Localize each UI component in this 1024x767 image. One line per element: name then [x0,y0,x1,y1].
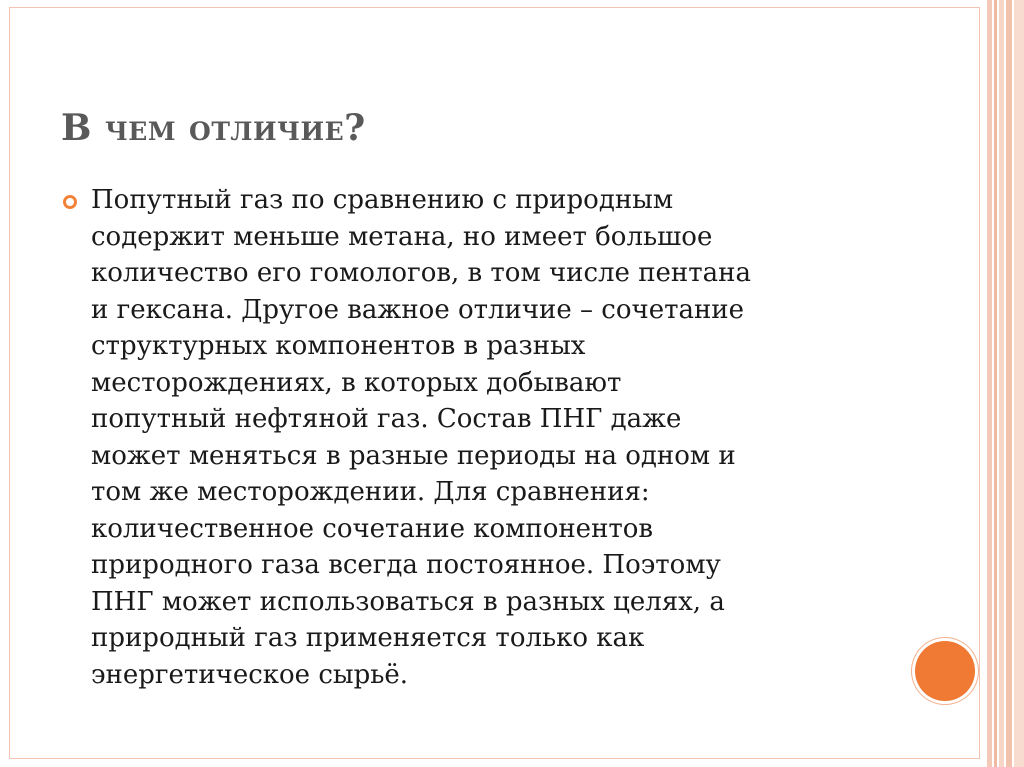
paragraph-line: количество его гомологов, в том числе пентана [91,258,751,288]
paragraph-line: природного газа всегда постоянное. Поэтому [91,550,721,580]
paragraph-line: содержит меньше метана, но имеет большое [91,221,713,252]
paragraph-line: том же месторождении. Для сравнения: [91,477,650,507]
paragraph-line: попутный нефтяной газ. Состав ПНГ даже [91,404,682,434]
decorative-stripe [1006,0,1012,767]
paragraph-line: структурных компонентов в разных [91,331,586,361]
paragraph-line: энергетическое сырьё. [91,659,409,690]
paragraph-line: ПНГ может использоваться в разных целях, а [91,586,725,617]
paragraph-line: Попутный газ по сравнению с природным [91,185,674,215]
orange-circle-icon [915,641,975,701]
paragraph-line: и гексана. Другое важное отличие – сочетание [91,294,745,325]
paragraph-line: природный газ применяется только как [91,623,645,653]
decorative-stripe [994,0,997,767]
slide-title: В чем отличие? [61,107,366,149]
decorative-stripe [1014,0,1024,767]
decorative-stripe [987,0,992,767]
paragraph-line: может меняться в разные периоды на одном и [91,440,736,471]
ring-bullet-icon [63,195,77,209]
decorative-stripe [999,0,1004,767]
paragraph-line: месторождениях, в которых добывают [91,367,622,398]
paragraph-line: количественное сочетание компонентов [91,513,654,544]
bullet-paragraph [91,182,871,693]
